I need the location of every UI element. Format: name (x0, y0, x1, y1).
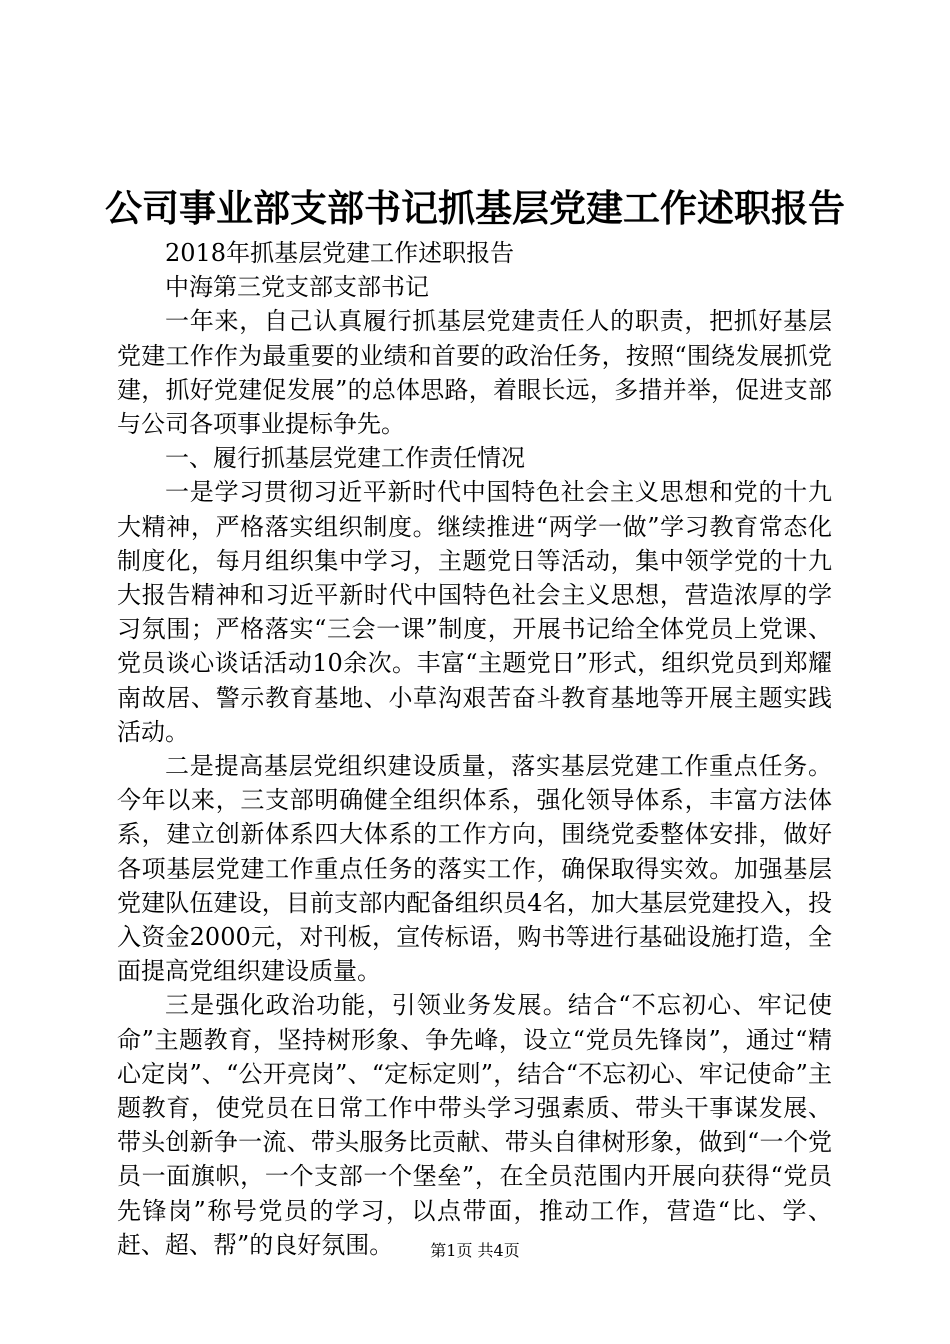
body-paragraph-1: 一是学习贯彻习近平新时代中国特色社会主义思想和党的十九大精神，严格落实组织制度。继续推进“两学一做”学习教育常态化制度化，每月组织集中学习，主题党日等活动，集中领学党的十九大报告精神和习近平新时代中国特色社会主义思想，营造浓厚的学习氛围；严格落实“三会一课”制度，开展书记给全体党员上党课、党员谈心谈话活动10余次。丰富“主题党日”形式，组织党员到郑耀南故居、警示教育基地、小草沟艰苦奋斗教育基地等开展主题实践活动。 (117, 478, 832, 746)
report-subtitle: 2018年抓基层党建工作述职报告 (165, 239, 515, 267)
body-paragraph-3: 三是强化政治功能，引领业务发展。结合“不忘初心、牢记使命”主题教育，坚持树形象、争先峰，设立“党员先锋岗”，通过“精心定岗”、“公开亮岗”、“定标定则”，结合“不忘初心、牢记使命”主题教育，使党员在日常工作中带头学习强素质、带头干事谋发展、带头创新争一流、带头服务比贡献、带头自律树形象，做到“一个党员一面旗帜，一个支部一个堡垒”，在全员范围内开展向获得“党员先锋岗”称号党员的学习，以点带面，推动工作，营造“比、学、赶、超、帮”的良好氛围。 (117, 991, 832, 1259)
author-line: 中海第三党支部支部书记 (165, 273, 429, 302)
page-footer: 第1页 共4页 (430, 1241, 520, 1260)
intro-paragraph: 一年来，自己认真履行抓基层党建责任人的职责，把抓好基层党建工作作为最重要的业绩和首要的政治任务，按照“围绕发展抓党建，抓好党建促发展”的总体思路，着眼长远，多措并举，促进支部与公司各项事业提标争先。 (117, 307, 832, 439)
section-heading: 一、履行抓基层党建工作责任情况 (165, 444, 525, 473)
body-paragraph-2: 二是提高基层党组织建设质量，落实基层党建工作重点任务。今年以来，三支部明确健全组织体系，强化领导体系，丰富方法体系，建立创新体系四大体系的工作方向，围绕党委整体安排，做好各项基层党建工作重点任务的落实工作，确保取得实效。加强基层党建队伍建设，目前支部内配备组织员4名，加大基层党建投入，投入资金2000元，对刊板，宣传标语，购书等进行基础设施打造，全面提高党组织建设质量。 (117, 752, 832, 986)
document-title: 公司事业部支部书记抓基层党建工作述职报告 (105, 186, 845, 230)
document-body (117, 236, 832, 1262)
